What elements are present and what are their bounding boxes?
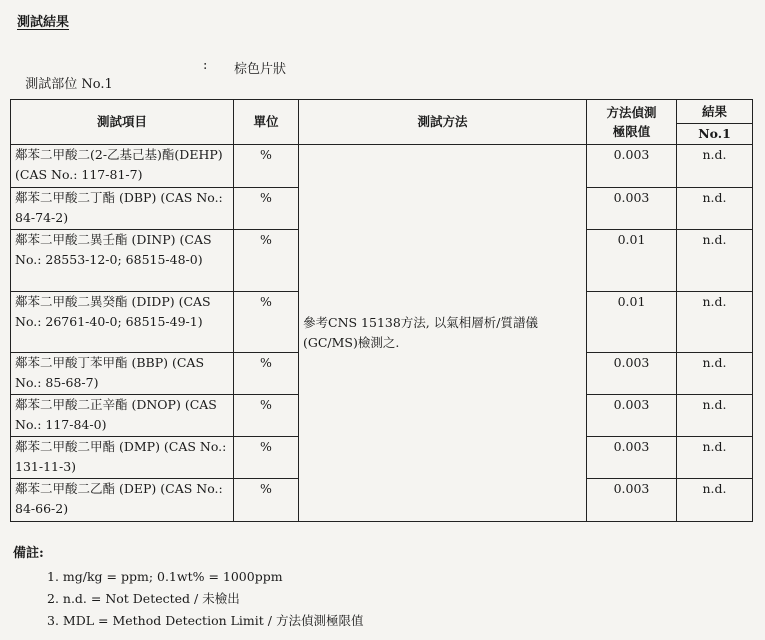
notes-title: 備註: bbox=[13, 546, 44, 561]
report-heading: 測試結果 bbox=[17, 15, 70, 30]
row-unit: % bbox=[234, 353, 299, 395]
row-result: n.d. bbox=[677, 395, 753, 437]
header-mdl-line2: 極限值 bbox=[612, 124, 651, 139]
row-test-item: 鄰苯二甲酸二丁酯 (DBP) (CAS No.: 84-74-2) bbox=[11, 188, 234, 230]
results-table bbox=[10, 99, 753, 522]
row-result: n.d. bbox=[677, 230, 753, 292]
row-test-item: 鄰苯二甲酸二乙酯 (DEP) (CAS No.: 84-66-2) bbox=[11, 479, 234, 522]
table-row bbox=[11, 145, 753, 188]
row-test-item: 鄰苯二甲酸二(2-乙基己基)酯(DEHP) (CAS No.: 117-81-7) bbox=[11, 145, 234, 188]
note-item: 1. mg/kg = ppm; 0.1wt% = 1000ppm bbox=[47, 569, 283, 584]
row-test-item: 鄰苯二甲酸二正辛酯 (DNOP) (CAS No.: 117-84-0) bbox=[11, 395, 234, 437]
header-result: 結果 bbox=[677, 100, 753, 124]
header-mdl-line1: 方法偵測 bbox=[606, 105, 657, 120]
row-test-item: 鄰苯二甲酸二甲酯 (DMP) (CAS No.: 131-11-3) bbox=[11, 437, 234, 479]
note-item: 2. n.d. = Not Detected / 未檢出 bbox=[47, 591, 240, 606]
row-mdl: 0.01 bbox=[587, 292, 677, 353]
row-unit: % bbox=[234, 230, 299, 292]
header-test-method: 測試方法 bbox=[299, 100, 587, 145]
test-method-cell: 參考CNS 15138方法, 以氣相層析/質譜儀(GC/MS)檢測之. bbox=[299, 145, 587, 522]
row-mdl: 0.003 bbox=[587, 145, 677, 188]
row-mdl: 0.01 bbox=[587, 230, 677, 292]
row-unit: % bbox=[234, 479, 299, 522]
row-result: n.d. bbox=[677, 145, 753, 188]
row-result: n.d. bbox=[677, 479, 753, 522]
row-mdl: 0.003 bbox=[587, 353, 677, 395]
row-test-item: 鄰苯二甲酸丁苯甲酯 (BBP) (CAS No.: 85-68-7) bbox=[11, 353, 234, 395]
results-table-body bbox=[11, 145, 753, 522]
row-mdl: 0.003 bbox=[587, 188, 677, 230]
test-part-label: 測試部位 No.1 bbox=[25, 77, 113, 92]
note-item: 3. MDL = Method Detection Limit / 方法偵測極限值 bbox=[47, 613, 364, 628]
row-result: n.d. bbox=[677, 353, 753, 395]
row-result: n.d. bbox=[677, 188, 753, 230]
row-test-item: 鄰苯二甲酸二異壬酯 (DINP) (CAS No.: 28553-12-0; 68515-48-0) bbox=[11, 230, 234, 292]
row-unit: % bbox=[234, 437, 299, 479]
header-unit: 單位 bbox=[234, 100, 299, 145]
row-result: n.d. bbox=[677, 437, 753, 479]
row-mdl: 0.003 bbox=[587, 479, 677, 522]
row-result: n.d. bbox=[677, 292, 753, 353]
row-unit: % bbox=[234, 395, 299, 437]
row-test-item: 鄰苯二甲酸二異癸酯 (DIDP) (CAS No.: 26761-40-0; 68515-49-1) bbox=[11, 292, 234, 353]
test-part-value: 棕色片狀 bbox=[234, 62, 287, 77]
row-unit: % bbox=[234, 292, 299, 353]
test-part-colon: : bbox=[203, 58, 208, 73]
row-mdl: 0.003 bbox=[587, 437, 677, 479]
row-unit: % bbox=[234, 145, 299, 188]
row-unit: % bbox=[234, 188, 299, 230]
header-test-item: 測試項目 bbox=[11, 100, 234, 145]
header-result-no1: No.1 bbox=[677, 124, 753, 145]
header-mdl bbox=[587, 100, 677, 145]
row-mdl: 0.003 bbox=[587, 395, 677, 437]
notes-list bbox=[47, 566, 363, 632]
results-table-header bbox=[11, 100, 753, 145]
